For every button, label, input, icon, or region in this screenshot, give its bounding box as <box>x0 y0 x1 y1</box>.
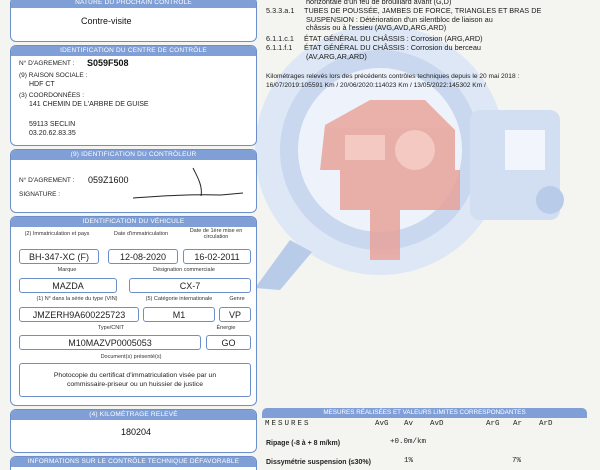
defavorable-panel <box>10 456 257 470</box>
centre-header: IDENTIFICATION DU CENTRE DE CONTRÔLE <box>11 46 256 56</box>
controleur-header: (9) IDENTIFICATION DU CONTRÔLEUR <box>11 150 256 160</box>
defect-code-3: 6.1.1.f.1 <box>266 43 293 52</box>
date-immat-value: 12-08-2020 <box>108 249 178 264</box>
mesures-header: MESURES RÉALISÉES ET VALEURS LIMITES CORRESPONDANTES <box>262 408 587 418</box>
centre-panel <box>10 45 257 146</box>
mesures-col-avg: AvG <box>375 420 389 428</box>
vin-value: JMZERH9A600225723 <box>19 307 139 322</box>
defect-line0: horizontale d'un feu de brouillard avant (G,D) <box>306 0 452 6</box>
centre-agrement-label: N° D'AGREMENT : <box>19 60 75 67</box>
defect-item-3 <box>266 44 481 61</box>
mesures-col-avd: AvD <box>430 420 444 428</box>
marque-value: MAZDA <box>19 278 117 293</box>
energie-value: GO <box>206 335 251 350</box>
km-history-line1: Kilométrages relevés lors des précédents contrôles techniques depuis le 20 mai 2018 : <box>266 73 520 80</box>
controleur-agrement-label: N° D'AGREMENT : <box>19 177 75 184</box>
centre-coord-label: (3) COORDONNÉES : <box>19 92 85 99</box>
centre-phone: 03.20.62.83.35 <box>29 130 76 137</box>
defect-2-line1: ÉTAT GÉNÉRAL DU CHÂSSIS : Corrosion (ARG,ARD) <box>304 34 483 43</box>
defavorable-header: INFORMATIONS SUR LE CONTRÔLE TECHNIQUE DÉFAVORABLE <box>11 457 256 467</box>
defect-1-line2: SUSPENSION : Détérioration d'un silentbloc de liaison au <box>306 14 493 24</box>
mesures-col-ar: Ar <box>513 420 523 428</box>
marque-label: Marque <box>57 267 77 273</box>
prochain-controle-header: NATURE DU PROCHAIN CONTRÔLE <box>11 0 256 8</box>
defect-code-2: 6.1.1.c.1 <box>266 34 294 43</box>
centre-address1: 141 CHEMIN DE L'ARBRE DE GUISE <box>29 101 149 108</box>
controleur-signature-label: SIGNATURE : <box>19 191 61 198</box>
designation-label: Désignation commerciale <box>153 267 215 273</box>
centre-raison-label: (9) RAISON SOCIALE : <box>19 72 88 79</box>
date-1ere-label: Date de 1ère mise en circulation <box>189 228 243 240</box>
defect-1-line3: châssis ou à l'essieu (AVG,AVD,ARG,ARD) <box>306 23 447 33</box>
defect-1-line1: TUBES DE POUSSÉE, JAMBES DE FORCE, TRIANGLES ET BRAS DE <box>304 6 542 15</box>
categorie-value: M1 <box>143 307 215 322</box>
vehicule-panel <box>10 216 257 406</box>
prochain-controle-value: Contre-visite <box>81 16 132 26</box>
defect-code-1: 5.3.3.a.1 <box>266 6 295 15</box>
energie-label: Énergie <box>216 325 236 331</box>
genre-label: Genre <box>229 296 245 302</box>
immat-value: BH-347-XC (F) <box>19 249 99 264</box>
docs-box <box>19 363 251 397</box>
defect-3-line2: (AV,ARG,AR,ARD) <box>306 51 367 61</box>
genre-value: VP <box>219 307 251 322</box>
date-1ere-value: 16-02-2011 <box>183 249 251 264</box>
designation-value: CX-7 <box>129 278 251 293</box>
kilometrage-value: 180204 <box>121 427 152 437</box>
docs-value-line1: Photocopie du certificat d'immatriculation visée par un <box>53 372 217 379</box>
defect-3-line1: ÉTAT GÉNÉRAL DU CHÂSSIS : Corrosion du berceau <box>304 43 481 52</box>
ripage-value: +0.0m/km <box>390 438 427 446</box>
mesures-title: MESURES <box>265 420 311 428</box>
type-value: M10MAZVP0005053 <box>19 335 201 350</box>
km-history-line2: 16/07/2019:105591 Km / 20/06/2020:114023 Km / 13/05/2022:145302 Km / <box>266 82 486 89</box>
kilometrage-panel <box>10 409 257 453</box>
prochain-controle-panel <box>10 0 257 42</box>
mesures-col-arg: ArG <box>486 420 500 428</box>
centre-raison-value: HDF CT <box>29 81 55 88</box>
kilometrage-header: (4) KILOMÉTRAGE RELEVÉ <box>11 410 256 420</box>
dissym-label: Dissymétrie suspension (≤30%) <box>266 459 371 466</box>
defect-item-1 <box>266 7 541 33</box>
vin-label: (1) N° dans la série du type (VIN) <box>36 296 118 302</box>
controleur-agrement-value: 059Z1600 <box>88 175 129 185</box>
docs-value-line2: commissaire-priseur ou un huissier de justice <box>67 381 203 388</box>
docs-label: Document(s) présenté(s) <box>100 354 162 360</box>
dissym-av: 1% <box>404 457 414 465</box>
centre-agrement-value: S059F508 <box>87 58 129 68</box>
signature-icon <box>131 166 251 200</box>
immat-label: (2) Immatriculation et pays <box>24 231 90 237</box>
mesures-col-av: Av <box>404 420 414 428</box>
dissym-ar: 7% <box>512 457 522 465</box>
vehicule-header: IDENTIFICATION DU VÉHICULE <box>11 217 256 227</box>
mesures-col-ard: ArD <box>539 420 553 428</box>
controleur-panel <box>10 149 257 213</box>
categorie-label: (5) Catégorie internationale <box>145 296 213 302</box>
type-label: Type/CNIT <box>97 325 125 331</box>
ripage-label: Ripage (-8 à + 8 m/km) <box>266 440 341 447</box>
centre-address2: 59113 SECLIN <box>29 121 76 128</box>
date-immat-label: Date d'immatriculation <box>113 231 169 237</box>
